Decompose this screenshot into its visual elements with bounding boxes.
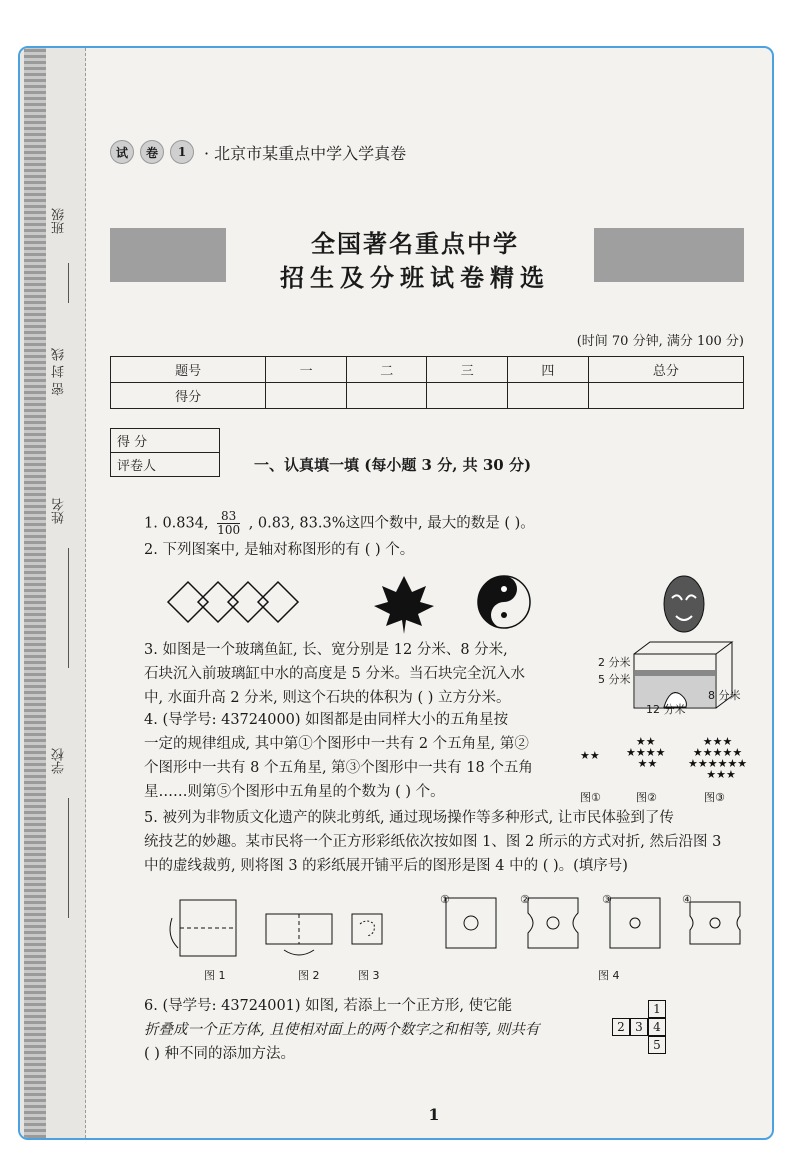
score-cell — [508, 383, 589, 409]
binding-stripe — [24, 48, 46, 1138]
page-frame — [18, 46, 774, 1140]
score-header-cell: 一 — [266, 357, 347, 383]
score-header-cell: 题号 — [111, 357, 266, 383]
series-header — [110, 140, 406, 164]
class-line — [68, 263, 69, 303]
q6-line: ( ) 种不同的添加方法。 — [144, 1046, 296, 1062]
option-label-4: ④ — [682, 893, 692, 906]
cube-face-5: 5 — [648, 1036, 666, 1054]
cube-face-1: 1 — [648, 1000, 666, 1018]
q5-line: 5. 被列为非物质文化遗产的陕北剪纸, 通过现场操作等多种形式, 让市民体验到了传 — [144, 810, 674, 826]
q4-line: 星……则第⑤个图形中五角星的个数为 ( ) 个。 — [144, 784, 445, 800]
star-figure-1: ★★ — [580, 749, 600, 762]
banner-band-left — [110, 228, 226, 282]
q3-label-12dm: 12 分米 — [646, 703, 686, 716]
question-2: 2. 下列图案中, 是轴对称图形的有 ( ) 个。 — [144, 542, 415, 558]
school-label: 学校 — [52, 748, 67, 774]
q4-line: 个图形中一共有 8 个五角星, 第③个图形中一共有 18 个五角 — [144, 760, 533, 776]
q4-line: 一定的规律组成, 其中第①个图形中一共有 2 个五角星, 第② — [144, 736, 529, 752]
cube-face-2: 2 — [612, 1018, 630, 1036]
q3-line: 石块沉入前玻璃缸中水的高度是 5 分米。当石块完全沉入水 — [144, 666, 525, 682]
page-number: 1 — [428, 1105, 440, 1124]
q4-fig-label-3: 图③ — [704, 791, 725, 804]
score-header-cell: 四 — [508, 357, 589, 383]
score-table — [110, 356, 744, 409]
score-cell — [588, 383, 743, 409]
score-cell — [346, 383, 427, 409]
name-label: 姓名 — [52, 498, 67, 524]
badge-2: 卷 — [140, 140, 164, 164]
star-figure-3: ★★★ ★★★★★ ★★★★★★ ★★★ — [688, 735, 748, 781]
q1-denominator: 100 — [217, 523, 241, 537]
q5-fig-label-2: 图 2 — [298, 969, 320, 982]
option-3-shape — [610, 898, 660, 948]
score-header-cell: 总分 — [588, 357, 743, 383]
name-line — [68, 548, 69, 668]
section-1-title: 一、认真填一填 (每小题 3 分, 共 30 分) — [254, 456, 532, 474]
q4-fig-label-2: 图② — [636, 791, 657, 804]
q6-line: 6. (导学号: 43724001) 如图, 若添上一个正方形, 使它能 — [144, 998, 513, 1014]
option-1-shape — [446, 898, 496, 948]
score-header-cell: 二 — [346, 357, 427, 383]
q2-figures — [164, 568, 764, 638]
score-cell — [427, 383, 508, 409]
title-banner — [110, 224, 744, 292]
grader-name-label: 评卷人 — [111, 453, 220, 477]
class-label: 班级 — [52, 208, 67, 234]
q5-fig-label-3: 图 3 — [358, 969, 380, 982]
q4-fig-label-1: 图① — [580, 791, 601, 804]
q3-label-8dm: 8 分米 — [708, 689, 741, 702]
question-6 — [144, 994, 539, 1066]
badge-1: 试 — [110, 140, 134, 164]
q5-fig-label-4: 图 4 — [598, 969, 620, 982]
cube-face-4: 4 — [648, 1018, 666, 1036]
q4-line: 4. (导学号: 43724000) 如图都是由同样大小的五角星按 — [144, 712, 509, 728]
binding-margin — [20, 48, 86, 1138]
school-line — [68, 798, 69, 918]
cube-face-3: 3 — [630, 1018, 648, 1036]
banner-band-right — [594, 228, 744, 282]
q5-line: 中的虚线裁剪, 则将图 3 的彩纸展开铺平后的图形是图 4 中的 ( )。(填序号) — [144, 858, 628, 874]
yin-yang-figure — [478, 576, 530, 628]
exam-page — [104, 48, 764, 1138]
exam-meta: (时间 70 分钟, 满分 100 分) — [576, 334, 744, 349]
star-figure-2: ★★ ★★★★ ★★ — [626, 735, 666, 770]
q3-line: 3. 如图是一个玻璃鱼缸, 长、宽分别是 12 分米、8 分米, — [144, 642, 508, 658]
q1-before: 1. 0.834, — [144, 515, 209, 532]
q3-label-2dm: 2 分米 — [598, 656, 631, 669]
option-label-3: ③ — [602, 893, 612, 906]
grader-score-label: 得 分 — [111, 429, 220, 453]
paper-cut-figures — [164, 888, 744, 968]
knot-pattern-figure — [168, 582, 298, 622]
opera-mask-figure — [664, 576, 704, 632]
banner-title-line1: 全国著名重点中学 — [311, 229, 519, 258]
q3-label-5dm: 5 分米 — [598, 673, 631, 686]
grader-box — [110, 428, 220, 477]
maple-leaf-figure — [374, 576, 434, 634]
q6-line: 折叠成一个正方体, 且使相对面上的两个数字之和相等, 则共有 — [144, 1022, 540, 1038]
q1-fraction — [217, 510, 240, 537]
seal-line-label: 密 封 线 — [52, 348, 67, 396]
option-2-shape — [528, 898, 578, 948]
score-header-cell: 三 — [427, 357, 508, 383]
q1-after: , 0.83, 83.3%这四个数中, 最大的数是 ( )。 — [248, 515, 535, 532]
question-5 — [144, 806, 721, 878]
question-1 — [144, 510, 535, 537]
question-4 — [144, 708, 533, 804]
score-cell — [266, 383, 347, 409]
q1-numerator: 83 — [217, 510, 240, 524]
q3-line: 中, 水面升高 2 分米, 则这个石块的体积为 ( ) 立方分米。 — [144, 690, 511, 706]
q5-line: 统技艺的妙趣。某市民将一个正方形彩纸依次按如图 1、图 2 所示的方式对折, 然后沿图 3 — [144, 834, 722, 850]
option-label-2: ② — [520, 893, 530, 906]
badge-3: 1 — [170, 140, 194, 164]
option-label-1: ① — [440, 893, 450, 906]
q5-fig-label-1: 图 1 — [204, 969, 226, 982]
score-row-label: 得分 — [111, 383, 266, 409]
banner-title-line2: 招生及分班试卷精选 — [280, 263, 550, 292]
option-4-shape — [690, 902, 740, 944]
question-3 — [144, 638, 525, 710]
series-subtitle: · 北京市某重点中学入学真卷 — [204, 143, 407, 163]
